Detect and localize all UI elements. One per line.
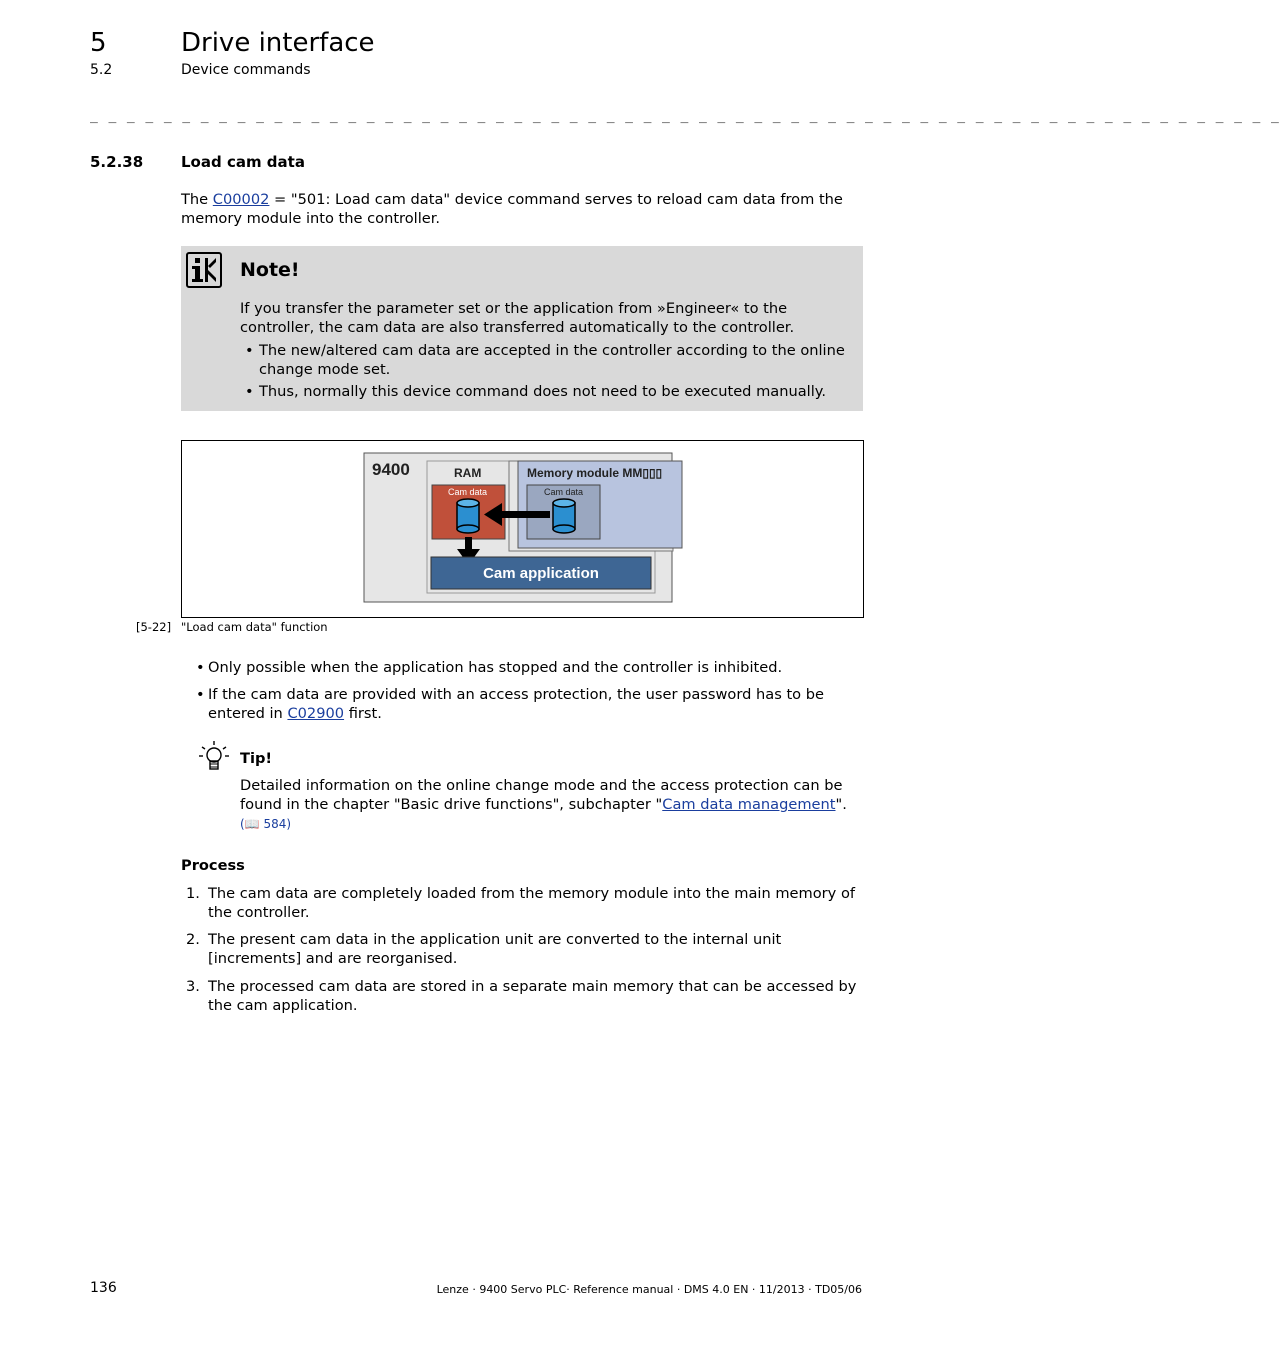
intro-post: = "501: Load cam data" device command serves to reload cam data from the memory module into the controller. (181, 191, 843, 227)
memory-module-label: Memory module MM▯▯▯ (527, 466, 663, 480)
mm-database-icon (553, 499, 575, 533)
condition-text: Only possible when the application has stopped and the controller is inhibited. (208, 659, 783, 676)
ram-database-icon (457, 499, 479, 533)
footer-text: Lenze · 9400 Servo PLC· Reference manual · DMS 4.0 EN · 11/2013 · TD05/06 (436, 1283, 862, 1296)
step-number: 3. (186, 978, 200, 995)
section-number: 5.2 (90, 62, 113, 78)
tip-text (240, 776, 866, 834)
step-text: The processed cam data are stored in a separate main memory that can be accessed by the cam application. (208, 978, 857, 1014)
process-heading: Process (181, 857, 245, 874)
tip-title: Tip! (240, 750, 273, 767)
cam-data-management-link[interactable]: Cam data management (662, 796, 836, 813)
note-title: Note! (240, 259, 300, 281)
section-title: Device commands (181, 62, 311, 78)
step-number: 2. (186, 931, 200, 948)
mm-cam-data-label: Cam data (544, 487, 584, 497)
lightbulb-icon (198, 739, 232, 777)
bullet-dot: • (196, 659, 205, 676)
bullet-dot: • (245, 383, 254, 400)
note-bullet-text: The new/altered cam data are accepted in the controller according to the online change mode set. (259, 342, 845, 378)
intro-paragraph (181, 190, 865, 228)
header-rule: _ _ _ _ _ _ _ _ _ _ _ _ _ _ _ _ _ _ _ _ _ _ _ _ _ _ _ _ _ _ _ _ _ _ _ _ _ _ _ _ _ _ _ _ _ _ _ _ _ _ _ _ _ _ _ _ _ _ _ _ _ _ _ _ _ (90, 109, 1280, 124)
figure-caption-number: [5-22] (136, 620, 172, 634)
chapter-title: Drive interface (181, 28, 375, 58)
ram-cam-data-label: Cam data (448, 487, 488, 497)
page-number: 136 (90, 1280, 117, 1296)
intro-pre: The (181, 191, 213, 208)
note-text: If you transfer the parameter set or the application from »Engineer« to the controller, the cam data are also transferred automatically to the controller. (240, 300, 795, 336)
step-number: 1. (186, 885, 200, 902)
c00002-link[interactable]: C00002 (212, 191, 270, 208)
figure-caption-text: "Load cam data" function (181, 620, 328, 634)
device-label: 9400 (372, 460, 410, 479)
bullet-dot: • (196, 686, 205, 703)
ram-label: RAM (454, 466, 482, 480)
c02900-link[interactable]: C02900 (287, 705, 345, 722)
cam-application-label: Cam application (483, 565, 599, 582)
info-icon-glyph (188, 254, 220, 286)
subsection-title: Load cam data (181, 153, 305, 171)
subsection-number: 5.2.38 (90, 153, 144, 171)
page-ref-link[interactable]: (📖 584) (240, 817, 292, 831)
tip-post: ". (835, 796, 847, 813)
note-bullet-text: Thus, normally this device command does not need to be executed manually. (259, 383, 826, 400)
note-box (181, 246, 863, 411)
figure-frame (181, 440, 864, 618)
bullet-dot: • (245, 342, 254, 359)
condition-text (208, 685, 863, 723)
condition-post: first. (344, 705, 382, 722)
step-text: The cam data are completely loaded from the memory module into the main memory of the controller. (208, 885, 856, 921)
chapter-number: 5 (90, 28, 107, 58)
condition-pre: If the cam data are provided with an access protection, the user password has to be entered in (208, 686, 824, 722)
cam-data-diagram (182, 441, 863, 617)
info-icon (186, 252, 222, 288)
step-text: The present cam data in the application unit are converted to the internal unit [increments] and are reorganised. (208, 931, 782, 967)
tip-pre: Detailed information on the online change mode and the access protection can be found in the chapter "Basic drive functions", subchapter " (240, 777, 843, 813)
